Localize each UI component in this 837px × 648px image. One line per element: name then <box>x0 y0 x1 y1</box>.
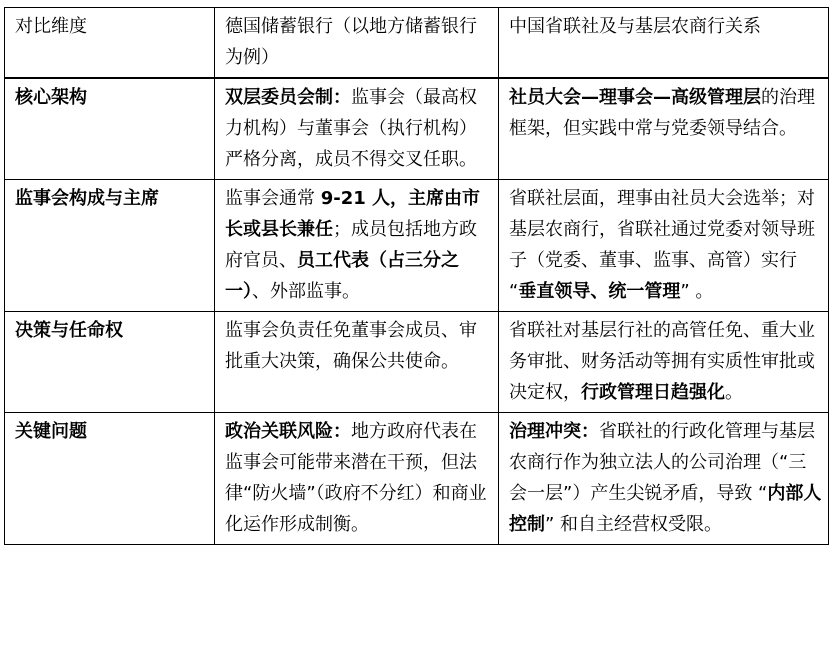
germany-cell <box>215 312 499 413</box>
china-cell <box>499 180 829 312</box>
bold-text: 双层委员会制： <box>225 87 351 108</box>
bold-text: 9-21 人，主席由市长或县长兼任 <box>225 188 481 240</box>
cell-text: ” 。 <box>680 281 714 302</box>
bold-text: 治理冲突： <box>509 421 599 442</box>
row-dimension-label: 关键问题 <box>15 421 87 442</box>
cell-text: 监事会（最高权力机构）与董事会（执行机构）严格分离，成员不得交叉任职。 <box>225 87 477 170</box>
header-dimension: 对比维度 <box>5 8 215 79</box>
bold-text: 社员大会—理事会—高级管理层 <box>509 87 761 108</box>
cell-text: 监事会通常 <box>225 188 321 209</box>
cell-text: 省联社的行政化管理与基层农商行作为独立法人的公司治理（“三会一层”）产生尖锐矛盾，导致 “ <box>509 421 815 504</box>
germany-cell <box>215 78 499 180</box>
table-row <box>5 312 829 413</box>
row-dimension-label: 核心架构 <box>15 87 87 108</box>
china-cell <box>499 78 829 180</box>
cell-text: 地方政府代表在监事会可能带来潜在干预，但法律“防火墙”（政府不分红）和商业化运作形成制衡。 <box>225 421 487 535</box>
bold-text: 政治关联风险： <box>225 421 351 442</box>
header-china: 中国省联社及与基层农商行关系 <box>499 8 829 79</box>
cell-text: 省联社对基层行社的高管任免、重大业务审批、财务活动等拥有实质性审批或决定权， <box>509 320 815 403</box>
bold-text: 垂直领导、统一管理 <box>518 281 681 302</box>
bold-text: 行政管理日趋强化 <box>581 382 725 403</box>
cell-text: ；成员包括地方政府官员、 <box>225 219 477 271</box>
bold-text: 员工代表（占三分之一） <box>225 250 459 302</box>
table-header-row <box>5 8 829 79</box>
cell-text: ” 和自主经营权受限。 <box>545 514 723 535</box>
comparison-table <box>4 7 829 545</box>
row-dimension-label: 监事会构成与主席 <box>15 188 159 209</box>
bold-text: 内部人控制 <box>509 483 822 535</box>
row-dimension <box>5 413 215 545</box>
row-dimension <box>5 78 215 180</box>
cell-text: 省联社层面，理事由社员大会选举；对基层农商行，省联社通过党委对领导班子（党委、董事、监事、高管）实行 “ <box>509 188 815 302</box>
row-dimension <box>5 180 215 312</box>
row-dimension-label: 决策与任命权 <box>15 320 123 341</box>
cell-text: 。 <box>725 382 743 403</box>
germany-cell <box>215 180 499 312</box>
china-cell <box>499 312 829 413</box>
table-row <box>5 413 829 545</box>
cell-text: 监事会负责任免董事会成员、审批重大决策，确保公共使命。 <box>225 320 477 372</box>
cell-text: 的治理框架，但实践中常与党委领导结合。 <box>509 87 815 139</box>
china-cell <box>499 413 829 545</box>
cell-text: 、外部监事。 <box>252 281 360 302</box>
table-row <box>5 78 829 180</box>
header-germany: 德国储蓄银行（以地方储蓄银行为例） <box>215 8 499 79</box>
row-dimension <box>5 312 215 413</box>
table-row <box>5 180 829 312</box>
germany-cell <box>215 413 499 545</box>
